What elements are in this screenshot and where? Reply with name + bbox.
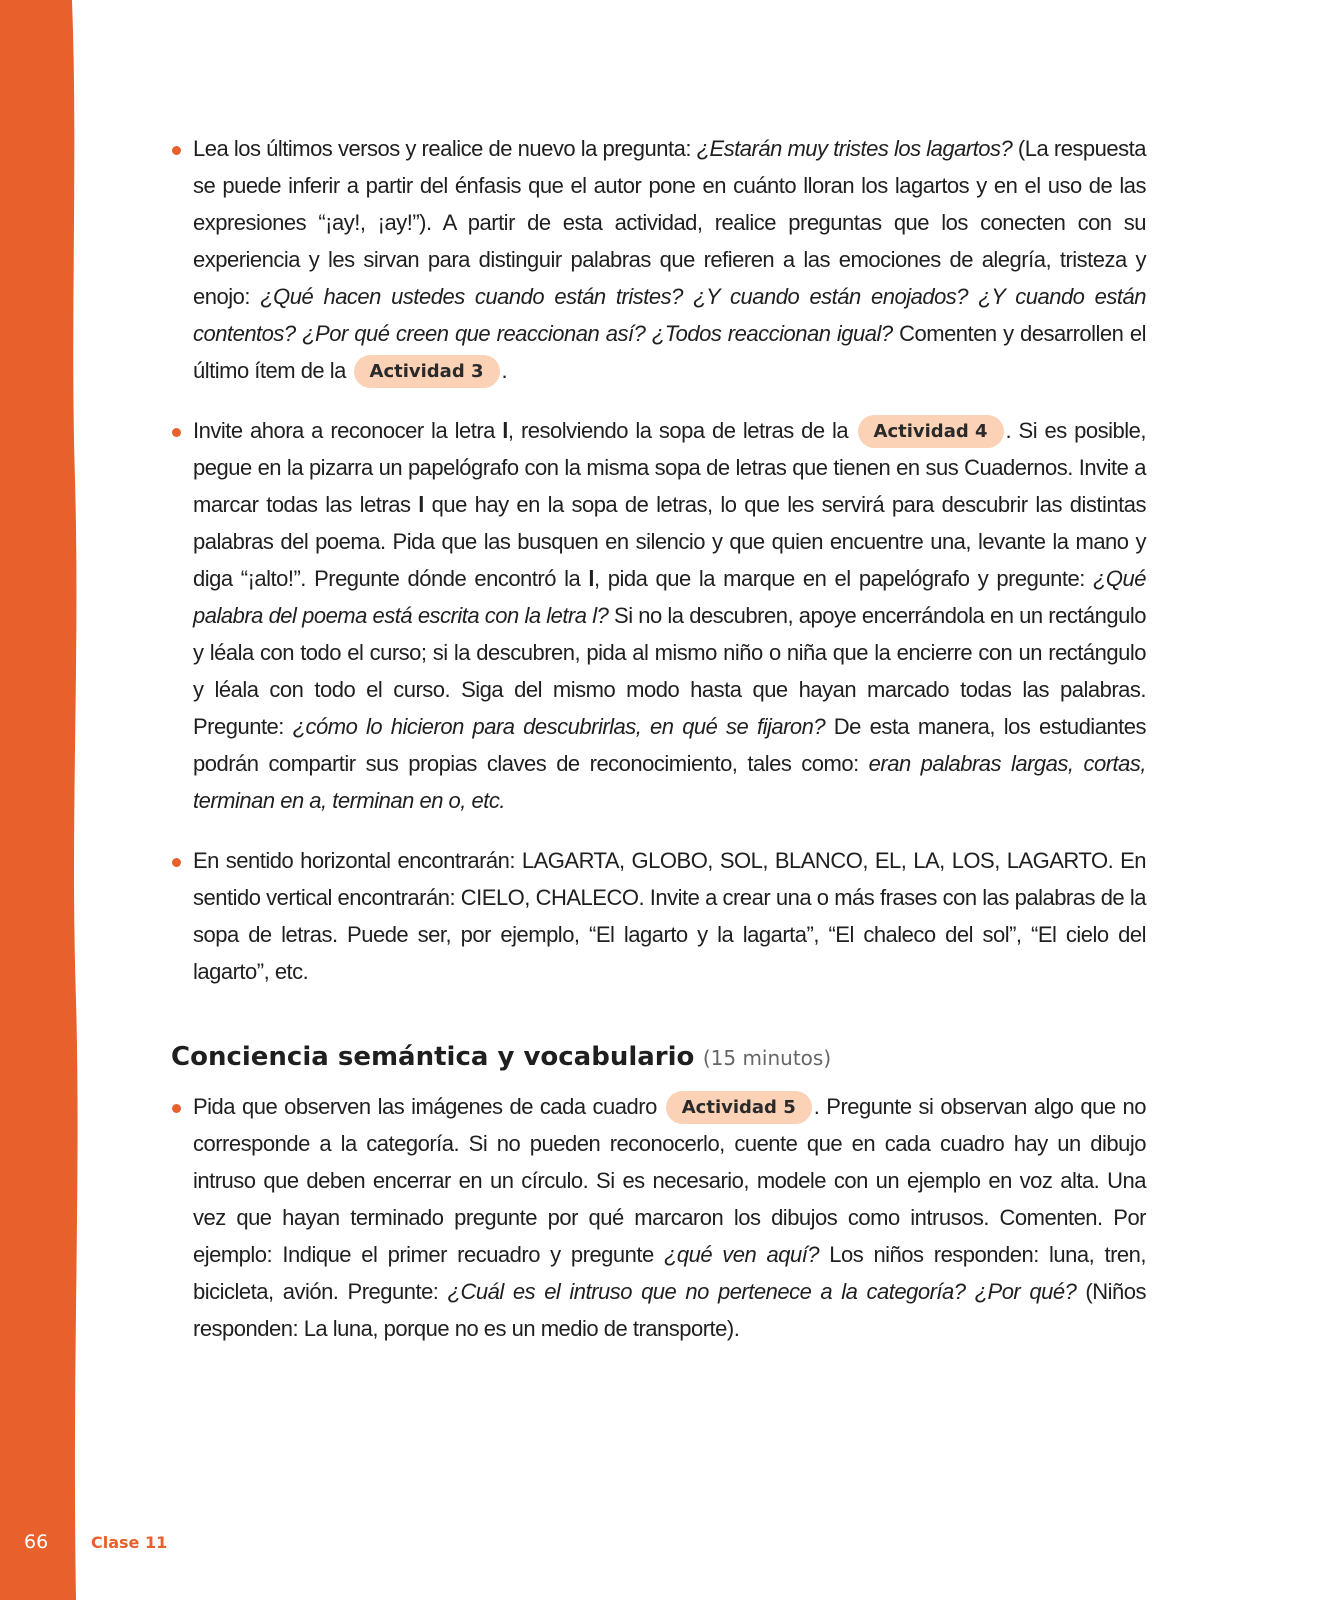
bullet-icon bbox=[172, 858, 181, 867]
letter-highlight: l bbox=[502, 418, 508, 443]
bullet-item bbox=[171, 130, 1146, 389]
section-title: Conciencia semántica y vocabulario bbox=[171, 1042, 695, 1072]
paragraph: Lea los últimos versos y realice de nuevo la pregunta: ¿Estarán muy tristes los lagartos? (La respuesta se puede inferir a partir del énfasis que el autor pone en cuánto lloran los lagartos y en el uso de las expresiones “¡ay!, ¡ay!”). A partir de esta actividad, realice preguntas que los conecten con su experiencia y les sirvan para distinguir palabras que refieren a las emociones de alegría, tristeza y enojo: ¿Qué hacen ustedes cuando están tristes? ¿Y cuando están enojados? ¿Y cuando están contentos? ¿Por qué creen que reaccionan así? ¿Todos reaccionan igual? Comenten y desarrollen el último ítem de la Actividad 3 . bbox=[193, 130, 1146, 389]
bullet-item bbox=[171, 1088, 1146, 1347]
page-number: 66 bbox=[24, 1531, 49, 1553]
activity-badge: Actividad 5 bbox=[666, 1091, 812, 1124]
side-stripe bbox=[0, 0, 80, 1600]
question-text: ¿Cuál es el intruso que no pertenece a la categoría? ¿Por qué? bbox=[447, 1279, 1077, 1304]
letter-highlight: l bbox=[588, 566, 595, 591]
section-duration: (15 minutos) bbox=[702, 1046, 832, 1070]
activity-badge: Actividad 4 bbox=[858, 415, 1004, 448]
paragraph: En sentido horizontal encontrarán: LAGARTA, GLOBO, SOL, BLANCO, EL, LA, LOS, LAGARTO. En sentido vertical encontrarán: CIELO, CHALECO. Invite a crear una o más frases con las palabras de la sopa de letras. Puede ser, por ejemplo, “El lagarto y la lagarta”, “El chaleco del sol”, “El cielo del lagarto”, etc. bbox=[193, 848, 1146, 984]
question-text: ¿Estarán muy tristes los lagartos? bbox=[696, 136, 1013, 161]
question-text: ¿Qué palabra del poema está escrita con la letra l? bbox=[193, 566, 1146, 628]
class-label: Clase 11 bbox=[91, 1533, 168, 1552]
example-text: eran palabras largas, cortas, terminan en a, terminan en o, etc. bbox=[193, 751, 1146, 813]
lesson-content bbox=[171, 130, 1146, 1370]
paragraph: Pida que observen las imágenes de cada cuadro Actividad 5 . Pregunte si observan algo que no corresponde a la categoría. Si no pueden reconocerlo, cuente que en cada cuadro hay un dibujo intruso que deben encerrar en un círculo. Si es necesario, modele con un ejemplo en voz alta. Una vez que hayan terminado pregunte por qué marcaron los dibujos como intrusos. Comenten. Por ejemplo: Indique el primer recuadro y pregunte ¿qué ven aquí? Los niños responden: luna, tren, bicicleta, avión. Pregunte: ¿Cuál es el intruso que no pertenece a la categoría? ¿Por qué? (Niños responden: La luna, porque no es un medio de transporte). bbox=[193, 1088, 1146, 1347]
paragraph: Invite ahora a reconocer la letra l, resolviendo la sopa de letras de la Actividad 4 . Si es posible, pegue en la pizarra un papelógrafo con la misma sopa de letras que tienen en sus Cuadernos. Invite a marcar todas las letras l que hay en la sopa de letras, lo que les servirá para descubrir las distintas palabras del poema. Pida que las busquen en silencio y que quien encuentre una, levante la mano y diga “¡alto!”. Pregunte dónde encontró la l, pida que la marque en el papelógrafo y pregunte: ¿Qué palabra del poema está escrita con la letra l? Si no la descubren, apoye encerrándola en un rectángulo y léala con todo el curso; si la descubren, pida al mismo niño o niña que la encierre con un rectángulo y léala con todo el curso. Siga del mismo modo hasta que hayan marcado todas las palabras. Pregunte: ¿cómo lo hicieron para descubrirlas, en qué se fijaron? De esta manera, los estudiantes podrán compartir sus propias claves de reconocimiento, tales como: eran palabras largas, cortas, terminan en a, terminan en o, etc. bbox=[193, 412, 1146, 819]
bullet-item bbox=[171, 842, 1146, 990]
activity-badge: Actividad 3 bbox=[354, 355, 500, 388]
bullet-icon bbox=[172, 428, 181, 437]
bullet-icon bbox=[172, 1104, 181, 1113]
bullet-item bbox=[171, 412, 1146, 819]
question-text: ¿qué ven aquí? bbox=[663, 1242, 820, 1267]
question-text: ¿cómo lo hicieron para descubrirlas, en qué se fijaron? bbox=[292, 714, 826, 739]
letter-highlight: l bbox=[418, 492, 424, 517]
section-heading bbox=[171, 1042, 1146, 1072]
question-text: ¿Qué hacen ustedes cuando están tristes? ¿Y cuando están enojados? ¿Y cuando están contentos? ¿Por qué creen que reaccionan así? ¿Todos reaccionan igual? bbox=[193, 284, 1146, 346]
bullet-icon bbox=[172, 146, 181, 155]
